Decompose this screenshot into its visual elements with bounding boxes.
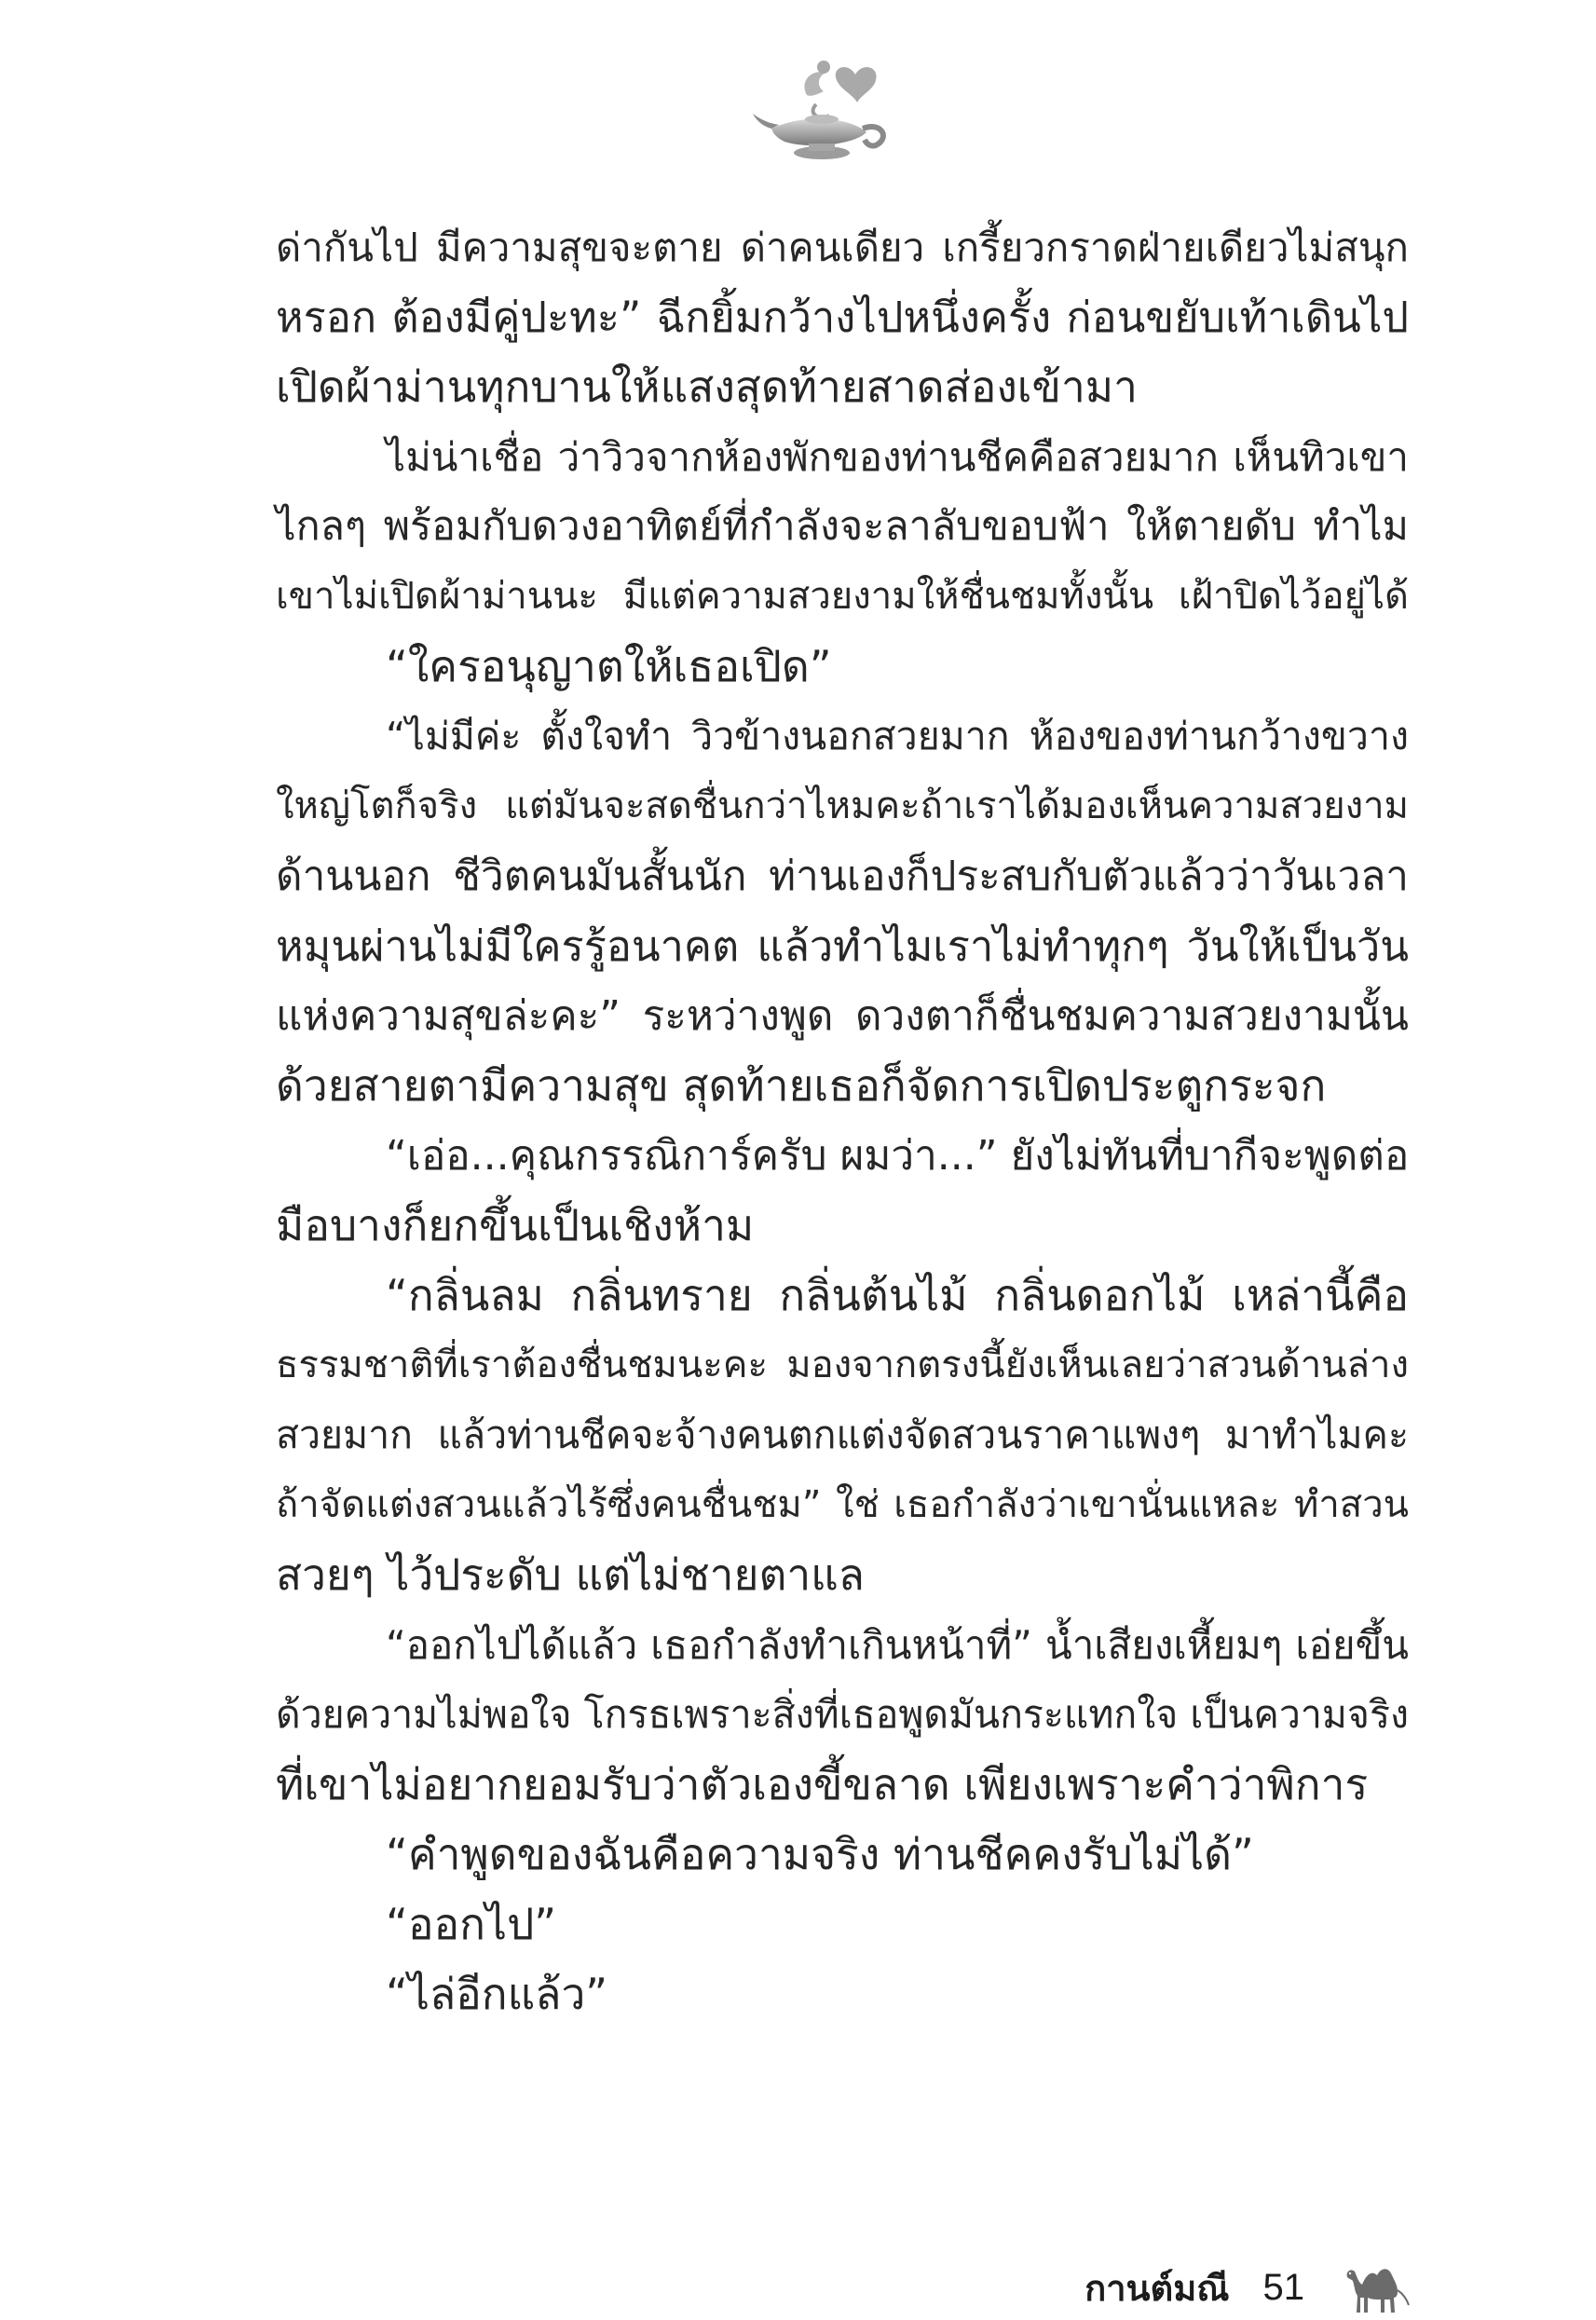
- text-line: สวยๆ ไว้ประดับ แต่ไม่ชายตาแล: [276, 1549, 865, 1600]
- camel-icon: [1342, 2259, 1414, 2316]
- text-line: มือบางก็ยกขึ้นเป็นเชิงห้าม: [276, 1200, 755, 1250]
- text-line: แห่งความสุขล่ะคะ” ระหว่างพูด ดวงตาก็ชื่นชมความสวยงามนั้น: [276, 992, 1409, 1040]
- genie-lamp-with-heart-icon: [751, 48, 900, 170]
- text-line: เขาไม่เปิดผ้าม่านนะ มีแต่ความสวยงามให้ชื่นชมทั้งนั้น เฝ้าปิดไว้อยู่ได้: [276, 575, 1409, 618]
- text-line: “ไม่มีค่ะ ตั้งใจทำ วิวข้างนอกสวยมาก ห้องของท่านกว้างขวาง: [386, 714, 1409, 758]
- text-line: หมุนผ่านไม่มีใครรู้อนาคต แล้วทำไมเราไม่ทำทุกๆ วันให้เป็นวัน: [276, 921, 1409, 971]
- text-line: ด้วยความไม่พอใจ โกรธเพราะสิ่งที่เธอพูดมันกระแทกใจ เป็นความจริง: [276, 1692, 1409, 1737]
- page-number: 51: [1262, 2266, 1304, 2308]
- text-line: “ใครอนุญาตให้เธอเปิด”: [386, 641, 832, 691]
- text-line: “ออกไปได้แล้ว เธอกำลังทำเกินหน้าที่” น้ำเสียงเหี้ยมๆ เอ่ยขึ้น: [386, 1622, 1409, 1668]
- text-line: “เอ่อ...คุณกรรณิการ์ครับ ผมว่า...” ยังไม่ทันที่บากีจะพูดต่อ: [386, 1132, 1410, 1180]
- text-line: เปิดผ้าม่านทุกบานให้แสงสุดท้ายสาดส่องเข้ามา: [276, 362, 1138, 412]
- text-line: ไกลๆ พร้อมกับดวงอาทิตย์ที่กำลังจะลาลับขอบฟ้า ให้ตายดับ ทำไม: [276, 503, 1409, 550]
- text-line: ที่เขาไม่อยากยอมรับว่าตัวเองขี้ขลาด เพียงเพราะคำว่าพิการ: [276, 1759, 1369, 1809]
- text-line: “ออกไป”: [386, 1899, 557, 1949]
- text-line: “ไล่อีกแล้ว”: [386, 1969, 608, 2019]
- text-line: ไม่น่าเชื่อ ว่าวิวจากห้องพักของท่านชีคคือสวยมาก เห็นทิวเขา: [386, 434, 1409, 480]
- text-line: “กลิ่นลม กลิ่นทราย กลิ่นต้นไม้ กลิ่นดอกไม้ เหล่านี้คือ: [386, 1270, 1409, 1320]
- text-line: หรอก ต้องมีคู่ปะทะ” ฉีกยิ้มกว้างไปหนึ่งครั้ง ก่อนขยับเท้าเดินไป: [276, 293, 1409, 342]
- book-title: กานต์มณี: [1084, 2267, 1230, 2309]
- text-line: ด้วยสายตามีความสุข สุดท้ายเธอก็จัดการเปิดประตูกระจก: [276, 1060, 1327, 1111]
- text-line: “คำพูดของฉันคือความจริง ท่านชีคคงรับไม่ได้”: [386, 1829, 1254, 1879]
- text-line: ธรรมชาติที่เราต้องชื่นชมนะคะ มองจากตรงนี้ยังเห็นเลยว่าสวนด้านล่าง: [276, 1344, 1409, 1386]
- text-line: ด้านนอก ชีวิตคนมันสั้นนัก ท่านเองก็ประสบกับตัวแล้วว่าวันเวลา: [276, 853, 1409, 900]
- body-text: [276, 212, 1409, 2029]
- text-line: ถ้าจัดแต่งสวนแล้วไร้ซึ่งคนชื่นชม” ใช่ เธอกำลังว่าเขานั่นแหละ ทำสวน: [276, 1483, 1409, 1526]
- text-line: ใหญ่โตก็จริง แต่มันจะสดชื่นกว่าไหมคะถ้าเราได้มองเห็นความสวยงาม: [276, 785, 1409, 827]
- text-line: ด่ากันไป มีความสุขจะตาย ด่าคนเดียว เกรี้ยวกราดฝ่ายเดียวไม่สนุก: [276, 225, 1409, 270]
- text-line: สวยมาก แล้วท่านชีคจะจ้างคนตกแต่งจัดสวนราคาแพงๆ มาทำไมคะ: [276, 1412, 1409, 1457]
